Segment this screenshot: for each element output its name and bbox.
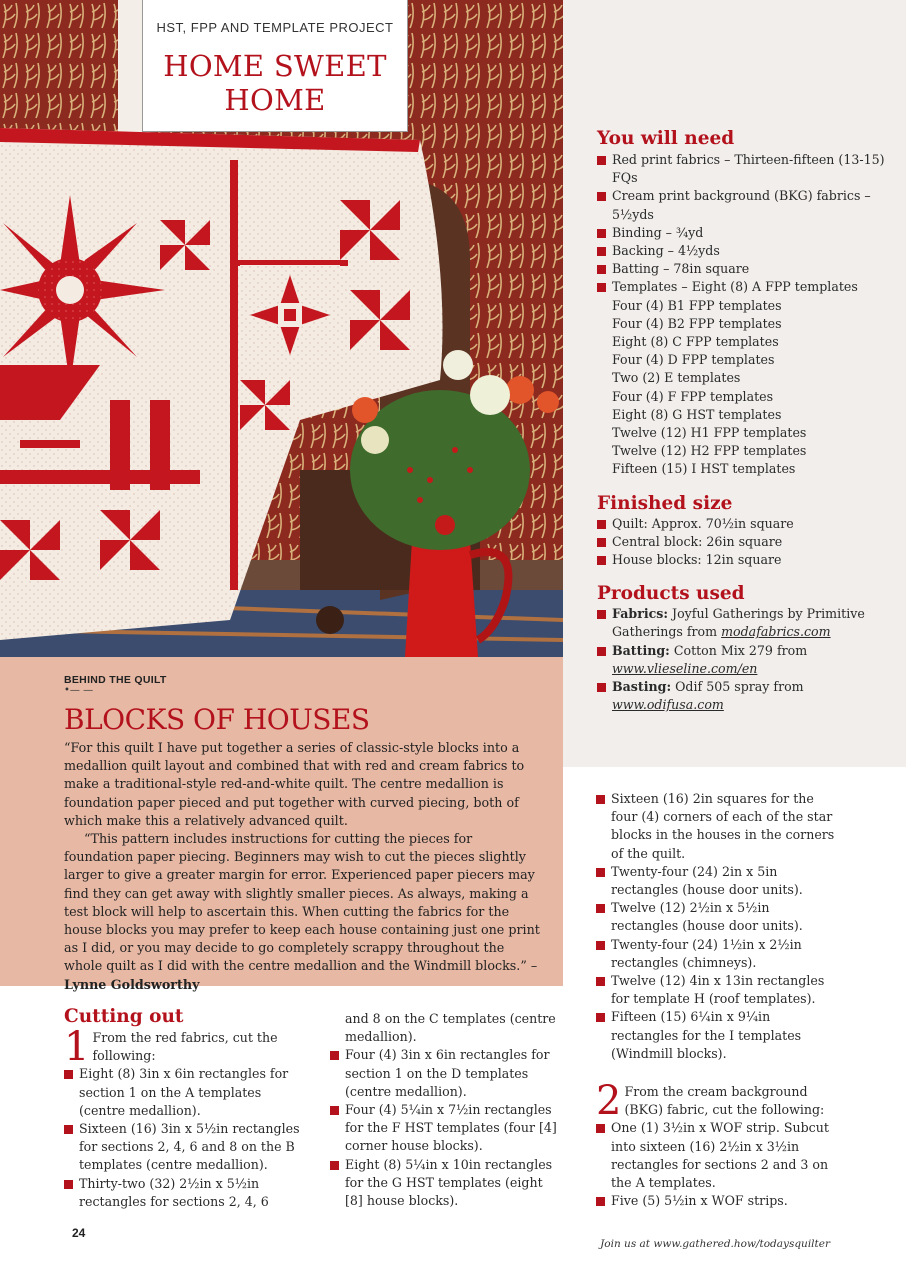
behind-the-quilt-box [0,657,563,992]
footer-url[interactable]: Join us at www.gathered.how/todaysquilter [600,1238,830,1250]
page-title [143,49,407,117]
list-item: Four (4) D FPP templates [612,352,775,368]
page-title-line1: HOME SWEET [163,49,387,83]
step-1-intro: From the red fabrics, cut the following: [92,1030,278,1064]
behind-title: BLOCKS OF HOUSES [64,703,370,736]
you-will-need-heading: You will need [597,128,735,149]
you-will-need-list [597,151,897,479]
cutting-out-heading: Cutting out [64,1006,184,1027]
list-item: and 8 on the C templates (centre medallion). [345,1011,556,1045]
product-label: Fabrics: [612,606,669,622]
list-item: Four (4) 3in x 6in rectangles for section 1 on the D templates (centre medallion). [330,1046,560,1101]
product-text: Cotton Mix 279 from [669,642,808,658]
list-item: Eight (8) G HST templates [612,406,782,422]
products-used-heading: Products used [597,583,745,605]
list-item: Four (4) F FPP templates [612,388,774,404]
list-item: Four (4) B2 FPP templates [612,315,782,331]
step-1 [64,1024,304,1070]
title-box [142,0,408,132]
list-item: Twenty-four (24) 2in x 5in rectangles (house door units). [596,863,836,899]
step-2-number: 2 [596,1078,622,1125]
step-1-list-a [64,1065,304,1211]
project-kicker: HST, FPP AND TEMPLATE PROJECT [156,20,394,35]
product-link[interactable]: www.odifusa.com [612,697,724,713]
list-item: One (1) 3½in x WOF strip. Subcut into sixteen (16) 2½in x 3½in rectangles for sections 2 and 3 on the A templates. [596,1119,836,1192]
list-item: Batting – 78in square [597,260,897,278]
finished-size-list [597,515,897,570]
product-link[interactable]: modafabrics.com [721,624,831,640]
list-item: Two (2) E templates [612,370,741,386]
list-item [597,642,897,678]
finished-size-heading: Finished size [597,492,733,514]
list-item: Twelve (12) 2½in x 5½in rectangles (house door units). [596,899,836,935]
list-item: Templates – Eight (8) A FPP templates [597,278,897,296]
list-item [597,678,897,714]
behind-paragraph-1: “For this quilt I have put together a series of classic-style blocks into a medallion quilt layout and combined that with red and cream fabrics to make a traditional-style red-and-white quilt. The centre medallion is foundation paper pieced and put together with curved piecing, both of which make this a relatively advanced quilt. [64,740,525,828]
list-item: Fifteen (15) 6¼in x 9¼in rectangles for the I templates (Windmill blocks). [596,1008,836,1063]
list-item: Sixteen (16) 2in squares for the four (4) corners of each of the star blocks in the houses in the corners of the quilt. [596,790,836,863]
list-item: Binding – ¾yd [597,224,897,242]
step-1-number: 1 [64,1024,90,1070]
list-item [597,605,897,641]
list-item: Twelve (12) H2 FPP templates [612,443,807,459]
step-2-intro: From the cream background (BKG) fabric, cut the following: [624,1084,825,1118]
list-item: Four (4) 5¼in x 7½in rectangles for the F HST templates (four [4] corner house blocks). [330,1101,560,1156]
list-item: Twenty-four (24) 1½in x 2½in rectangles (chimneys). [596,936,836,972]
list-item: Five (5) 5½in x WOF strips. [596,1192,836,1210]
list-item: Eight (8) 3in x 6in rectangles for section 1 on the A templates (centre medallion). [64,1065,304,1120]
product-link[interactable]: www.vlieseline.com/en [612,660,758,676]
behind-arrow-icon: •— — [64,685,94,696]
behind-label: BEHIND THE QUILT [64,674,167,686]
step-1-list-c [596,790,836,1063]
product-text: Odif 505 spray from [671,679,804,695]
materials-panel [563,0,906,767]
page-number: 24 [72,1226,86,1240]
list-item: Four (4) B1 FPP templates [612,297,782,313]
list-item: Twelve (12) H1 FPP templates [612,425,807,441]
list-item: Red print fabrics – Thirteen-fifteen (13-15) FQs [597,151,897,187]
list-item: Fifteen (15) I HST templates [612,461,796,477]
list-item: Sixteen (16) 3in x 5½in rectangles for sections 2, 4, 6 and 8 on the B templates (centre medallion). [64,1120,304,1175]
author-name: Lynne Goldsworthy [64,976,200,992]
product-label: Basting: [612,679,672,695]
cutting-column-1 [64,1006,304,1211]
behind-paragraph-2-text: “This pattern includes instructions for cutting the pieces for foundation paper piecing. Beginners may wish to cut the pieces slightly larger to give a greater margin for error. Experienced paper piecers may find they can get away with slightly smaller pieces. As always, making a test block will help to ascertain this. When cutting the fabrics for the house blocks you may prefer to keep each house containing just one print as I did, or you may decide to go completely scrappy throughout the whole quilt as I did with the centre medallion and the Windmill blocks.” – [64,831,540,974]
list-item: House blocks: 12in square [597,551,897,569]
behind-paragraph-2 [64,830,544,994]
cutting-column-3 [596,790,836,1210]
cutting-column-2 [330,1010,560,1210]
list-item: Cream print background (BKG) fabrics – 5½yds [597,187,897,223]
product-label: Batting: [612,642,670,658]
step-2 [596,1078,836,1125]
list-item: Eight (8) C FPP templates [612,334,779,350]
list-item: Eight (8) 5¼in x 10in rectangles for the G HST templates (eight [8] house blocks). [330,1156,560,1211]
product-text: Joyful Gatherings by Primitive Gatherings from [612,606,865,640]
page-title-line2: HOME [224,83,326,117]
list-item: Quilt: Approx. 70½in square [597,515,897,533]
list-item: Central block: 26in square [597,533,897,551]
list-item: Backing – 4½yds [597,242,897,260]
products-used-list [597,605,897,714]
list-item: Thirty-two (32) 2½in x 5½in rectangles for sections 2, 4, 6 [64,1175,304,1211]
step-2-list [596,1119,836,1210]
behind-body [64,739,544,994]
list-item: Twelve (12) 4in x 13in rectangles for template H (roof templates). [596,972,836,1008]
step-1-list-b [330,1010,560,1210]
